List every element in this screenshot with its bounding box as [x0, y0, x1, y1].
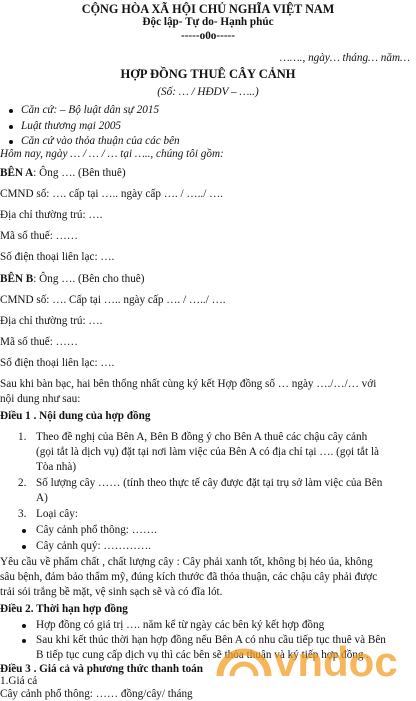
bullet-icon	[22, 624, 26, 628]
watermark-text: vndoc	[274, 638, 398, 682]
party-a-label: BÊN A	[0, 167, 34, 179]
party-a-name-text: : Ông …. (Bên thuê)	[33, 167, 126, 179]
article-1-item-1-line: Tòa nhà)	[36, 461, 77, 473]
agreement-line-2: nội dung như sau:	[0, 393, 81, 405]
article-1-item-1-line: Theo đề nghị của Bên A, Bên B đồng ý cho Bên A thuê các chậu cây cảnh	[36, 431, 368, 443]
party-a-phone: Số điện thoại liên lạc: ….	[0, 251, 115, 263]
today-line: Hôm nay, ngày … / … / … tại ….., chúng tôi gồm:	[0, 148, 224, 160]
basis-item: Căn cứ vào thỏa thuận của các bên	[21, 135, 180, 147]
article-1-item-1-line: (gọi tắt là dịch vụ) đặt tại nơi làm việc của Bên A có địa chỉ tại …. (gọi tắt là	[36, 446, 379, 458]
quality-line: sâu bệnh, đảm bảo thẩm mỹ, đúng kích thước đã thỏa thuận, các chậu cây phải được	[0, 571, 378, 583]
term-item-line: Sau khi kết thúc thời hạn hợp đồng nếu Bên A có nhu cầu tiếp tục thuê và Bên	[36, 634, 386, 646]
quality-line: trải sỏi trắng bề mặt, vệ sinh sạch sẽ và có đĩa lót.	[0, 586, 223, 598]
term-item: Hợp đồng có giá trị …. năm kể từ ngày các bên ký kết hợp đồng	[36, 619, 325, 631]
motto: Độc lập- Tự do- Hạnh phúc	[142, 16, 274, 28]
term-item-line: B tiếp tục cung cấp dịch vụ thì các bên sẽ thỏa thuận và ký tiếp hợp đồng .	[36, 649, 370, 661]
agreement-line-1: Sau khi bàn bạc, hai bên thống nhất cùng ký kết Hợp đồng số … ngày …./…/… với	[0, 378, 377, 390]
party-a-id: CMND số: …. cấp tại ….. ngày cấp …. / …../ ….	[0, 188, 224, 200]
article-3-heading: Điều 3 . Giá cả và phương thức thanh toán	[0, 663, 204, 675]
bullet-icon	[9, 109, 13, 113]
party-b-name	[0, 273, 145, 286]
article-2-heading: Điều 2. Thời hạn hợp đồng	[0, 603, 128, 615]
bullet-icon	[22, 545, 26, 549]
item-number: 3.	[18, 508, 27, 520]
nation-heading: CỘNG HÒA XÃ HỘI CHỦ NGHĨA VIỆT NAM	[81, 2, 335, 16]
article-1-item-3: Loại cây:	[36, 508, 78, 520]
party-b-tax: Mã số thuế: ……	[0, 336, 78, 348]
vndoc-watermark-logo	[216, 626, 414, 682]
party-a-address: Địa chỉ thường trú: ….	[0, 209, 103, 221]
item-number: 1.	[18, 431, 27, 443]
logo-arc-icon	[232, 664, 256, 676]
bullet-icon	[9, 140, 13, 144]
contract-title: HỢP ĐỒNG THUÊ CÂY CẢNH	[120, 67, 296, 81]
plant-type-common: Cây cảnh phổ thông: …….	[36, 524, 157, 536]
price-line: Cây cảnh phổ thông: …… đồng/cây/ tháng	[0, 688, 193, 700]
party-b-name-text: : Ông …. (Bên cho thuê)	[33, 273, 145, 285]
party-b-address: Địa chỉ thường trú: ….	[0, 315, 103, 327]
quality-line: Yêu cầu về phẩm chất , chất lượng cây : Cây phải xanh tốt, không bị héo úa, không	[0, 556, 373, 568]
party-a-name	[0, 167, 126, 180]
basis-item: Căn cứ: – Bộ luật dân sự 2015	[21, 104, 160, 116]
party-b-id: CMND số: …. Cấp tại ….. ngày cấp …. / …../ ….	[0, 294, 226, 306]
item-number: 2.	[18, 477, 27, 489]
basis-item: Luật thương mại 2005	[21, 120, 122, 132]
bullet-icon	[9, 125, 13, 129]
article-1-item-2-line: Số lượng cây …… (tính theo thực tế cây được đặt tại trụ sở làm việc của Bên	[36, 477, 383, 489]
bullet-icon	[22, 529, 26, 533]
party-a-tax: Mã số thuế: ……	[0, 230, 78, 242]
contract-number: (Số: … / HĐDV – …..)	[157, 86, 259, 98]
bullet-icon	[22, 639, 26, 643]
party-b-phone: Số điện thoại liên lạc: ….	[0, 357, 115, 369]
price-subheading: 1.Giá cả	[0, 675, 38, 687]
header-divider: -----o0o-----	[180, 30, 236, 42]
plant-type-rare: Cây cảnh quý: ………….	[36, 540, 151, 552]
place-date: ……., ngày… tháng… năm…	[279, 52, 410, 64]
article-1-heading: Điều 1 . Nội dung của hợp đồng	[0, 410, 151, 422]
party-b-label: BÊN B	[0, 273, 34, 285]
article-1-item-2-line: A)	[36, 492, 48, 504]
